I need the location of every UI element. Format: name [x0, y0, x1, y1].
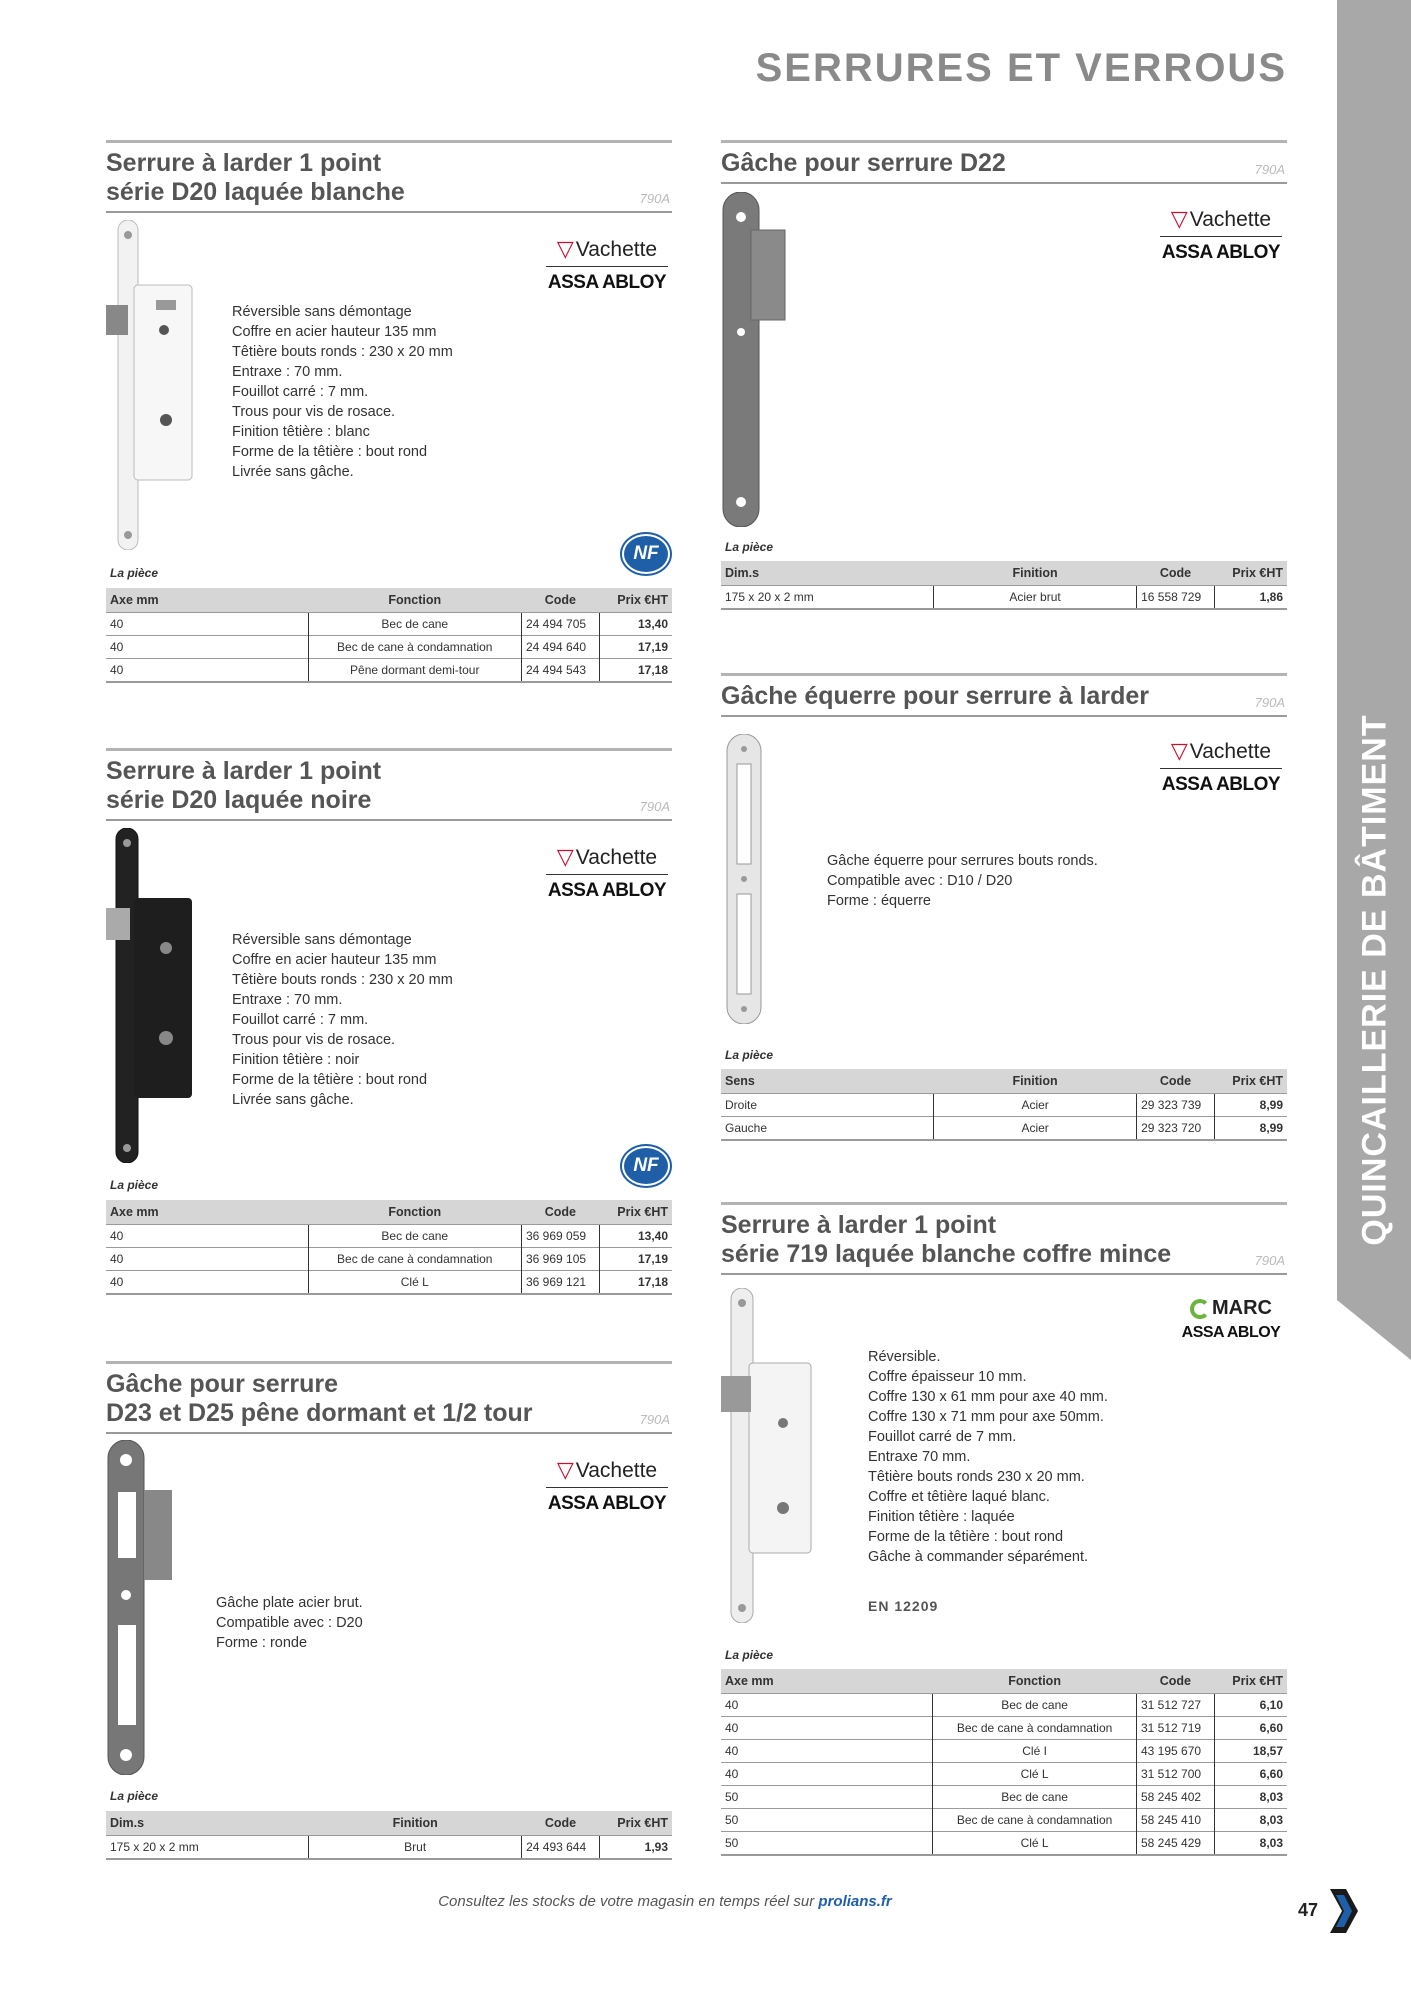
product-section-6	[721, 1202, 1287, 1275]
price-table-4	[721, 561, 1287, 610]
table-row: 175 x 20 x 2 mm Acier brut 16 558 729 1,86	[721, 586, 1287, 610]
lock-white-image	[106, 220, 196, 550]
vachette-v-icon: ▽	[556, 1457, 574, 1482]
unit-label: La pièce	[110, 1789, 159, 1803]
lock-black-image	[106, 828, 196, 1163]
table-row: 40 Clé L 31 512 700 6,60	[721, 1763, 1287, 1786]
table-row: 40 Bec de cane à condamnation 31 512 719 6,60	[721, 1717, 1287, 1740]
table-row: Droite Acier 29 323 739 8,99	[721, 1094, 1287, 1117]
section-ref: 790A	[639, 191, 670, 206]
vachette-v-icon: ▽	[556, 236, 574, 261]
section-title-line1: Serrure à larder 1 point	[721, 1211, 997, 1239]
page-number: 47	[1298, 1900, 1319, 1920]
section-header	[106, 140, 672, 213]
section-header	[106, 1361, 672, 1434]
product-section-4	[721, 140, 1287, 184]
brand-logo-marc: MARC ASSA ABLOY	[1181, 1297, 1281, 1341]
section-header	[721, 1202, 1287, 1275]
table-header-row: Dim.s Finition Code Prix €HT	[721, 561, 1287, 586]
price-table-1	[106, 588, 672, 683]
table-header-row: Axe mm Fonction Code Prix €HT	[721, 1669, 1287, 1694]
section-ref: 790A	[1254, 162, 1285, 177]
brand-logo-vachette: ▽Vachette ASSA ABLOY	[547, 236, 667, 293]
table-row: Gauche Acier 29 323 720 8,99	[721, 1117, 1287, 1141]
table-row: 40 Bec de cane à condamnation 36 969 105 17,19	[106, 1248, 672, 1271]
table-header-row: Axe mm Fonction Code Prix €HT	[106, 588, 672, 613]
table-row: 50 Clé L 58 245 429 8,03	[721, 1832, 1287, 1856]
table-header-row: Sens Finition Code Prix €HT	[721, 1069, 1287, 1094]
price-table-6	[721, 1669, 1287, 1856]
product-description-3: Gâche plate acier brut. Compatible avec : D20 Forme : ronde	[216, 1595, 363, 1651]
price-table-5	[721, 1069, 1287, 1141]
angle-strike-image	[721, 734, 771, 1024]
table-row: 40 Clé I 43 195 670 18,57	[721, 1740, 1287, 1763]
page-title: SERRURES ET VERROUS	[755, 46, 1287, 90]
section-header	[721, 673, 1287, 717]
product-description-1: Réversible sans démontage Coffre en acier hauteur 135 mm Têtière bouts ronds : 230 x 20 mm Entraxe : 70 mm. Fouillot carré : 7 mm. Trous pour vis de rosace. Finition têtière : blanc Forme de la têtière : bout rond Livrée sans gâche.	[232, 304, 453, 480]
product-section-3	[106, 1361, 672, 1434]
unit-label: La pièce	[725, 1048, 774, 1062]
table-row: 40 Bec de cane 31 512 727 6,10	[721, 1694, 1287, 1717]
section-ref: 790A	[1254, 1253, 1285, 1268]
nf-certification-icon: NF	[622, 1146, 670, 1186]
section-header	[106, 748, 672, 821]
section-title-line2: D23 et D25 pêne dormant et 1/2 tour	[106, 1399, 533, 1427]
unit-label: La pièce	[110, 566, 159, 580]
section-header	[721, 140, 1287, 184]
nf-certification-icon: NF	[622, 534, 670, 574]
table-row: 40 Pêne dormant demi-tour 24 494 543 17,18	[106, 659, 672, 683]
table-header-row: Axe mm Fonction Code Prix €HT	[106, 1200, 672, 1225]
product-section-1	[106, 140, 672, 213]
section-title-line1: Gâche pour serrure D22	[721, 149, 1006, 177]
product-description-2: Réversible sans démontage Coffre en acier hauteur 135 mm Têtière bouts ronds : 230 x 20 mm Entraxe : 70 mm. Fouillot carré : 7 mm. Trous pour vis de rosace. Finition têtière : noir Forme de la têtière : bout rond Livrée sans gâche.	[232, 932, 453, 1108]
footer-note: Consultez les stocks de votre magasin en temps réel sur prolians.fr	[438, 1893, 892, 1910]
unit-label: La pièce	[110, 1178, 159, 1192]
strike-plate-image	[106, 1440, 176, 1775]
product-description-5: Gâche équerre pour serrures bouts ronds. Compatible avec : D10 / D20 Forme : équerre	[827, 853, 1098, 909]
table-row: 40 Bec de cane 24 494 705 13,40	[106, 613, 672, 636]
unit-label: La pièce	[725, 1648, 774, 1662]
section-title-line2: série D20 laquée blanche	[106, 178, 405, 206]
chevron-right-icon	[1326, 1885, 1360, 1937]
table-row: 175 x 20 x 2 mm Brut 24 493 644 1,93	[106, 1836, 672, 1860]
section-ref: 790A	[1254, 695, 1285, 710]
brand-logo-vachette: ▽Vachette ASSA ABLOY	[547, 1457, 667, 1514]
unit-label: La pièce	[725, 540, 774, 554]
brand-logo-vachette: ▽Vachette ASSA ABLOY	[547, 844, 667, 901]
section-title-line2: série 719 laquée blanche coffre mince	[721, 1240, 1172, 1268]
section-title-line2: série D20 laquée noire	[106, 786, 372, 814]
vachette-v-icon: ▽	[1170, 738, 1188, 763]
section-ref: 790A	[639, 799, 670, 814]
brand-logo-vachette: ▽Vachette ASSA ABLOY	[1161, 206, 1281, 263]
strike-plate-d22-image	[721, 192, 791, 527]
price-table-2	[106, 1200, 672, 1295]
product-section-5	[721, 673, 1287, 717]
product-description-6: Réversible. Coffre épaisseur 10 mm. Coffre 130 x 61 mm pour axe 40 mm. Coffre 130 x 71 mm pour axe 50mm. Fouillot carré de 7 mm. Entraxe 70 mm. Têtière bouts ronds 230 x 20 mm. Coffre et têtière laqué blanc. Finition têtière : laquée Forme de la têtière : bout rond Gâche à commander séparément.	[868, 1349, 1108, 1565]
table-row: 40 Clé L 36 969 121 17,18	[106, 1271, 672, 1295]
vachette-v-icon: ▽	[556, 844, 574, 869]
table-header-row: Dim.s Finition Code Prix €HT	[106, 1811, 672, 1836]
table-row: 50 Bec de cane à condamnation 58 245 410 8,03	[721, 1809, 1287, 1832]
standard-label: EN 12209	[868, 1598, 939, 1614]
table-row: 40 Bec de cane 36 969 059 13,40	[106, 1225, 672, 1248]
vachette-v-icon: ▽	[1170, 206, 1188, 231]
section-title-line1: Gâche pour serrure	[106, 1370, 339, 1398]
price-table-3	[106, 1811, 672, 1860]
section-title-line1: Gâche équerre pour serrure à larder	[721, 682, 1149, 710]
section-title-line1: Serrure à larder 1 point	[106, 149, 382, 177]
product-section-2	[106, 748, 672, 821]
brand-logo-vachette: ▽Vachette ASSA ABLOY	[1161, 738, 1281, 795]
section-title-line1: Serrure à larder 1 point	[106, 757, 382, 785]
footer-link[interactable]: prolians.fr	[818, 1893, 892, 1910]
side-band-corner	[1337, 1300, 1411, 1360]
table-row: 40 Bec de cane à condamnation 24 494 640 17,19	[106, 636, 672, 659]
table-row: 50 Bec de cane 58 245 402 8,03	[721, 1786, 1287, 1809]
section-ref: 790A	[639, 1412, 670, 1427]
marc-logo-icon	[1190, 1299, 1210, 1319]
lock-719-image	[721, 1288, 821, 1623]
